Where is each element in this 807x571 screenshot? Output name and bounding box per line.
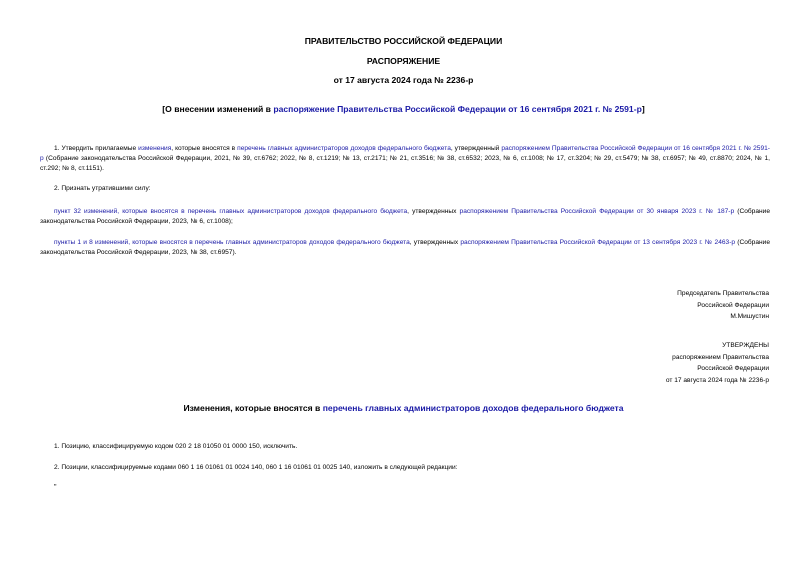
- changes-title-prefix: Изменения, которые вносятся в: [183, 403, 323, 413]
- approved-block: [666, 340, 769, 386]
- p1-link-order[interactable]: распоряжением Правительства Российской Федерации от 16 сентября 2021 г. № 2591-р: [40, 145, 770, 162]
- signature-line-1: Председатель Правительства: [677, 290, 769, 297]
- p1-link-list[interactable]: перечень главных администраторов доходов федерального бюджета: [237, 145, 451, 152]
- p4-text-2: (Собрание законодательства Российской Федерации, 2023, № 38, ст.6957).: [40, 239, 771, 256]
- approved-line-1: УТВЕРЖДЕНЫ: [722, 342, 769, 349]
- p3-text-1: , утвержденных: [407, 208, 460, 215]
- p3-link-order[interactable]: распоряжением Правительства Российской Федерации от 30 января 2023 г. № 187-р: [459, 208, 735, 215]
- paragraph-2: 2. Признать утратившими силу:: [54, 185, 151, 192]
- changes-item-2: 2. Позиции, классифицируемые кодами 060 1 16 01061 01 0024 140, 060 1 16 01061 01 0025 140, изложить в следующей редакции:: [54, 464, 458, 471]
- p1-link-changes[interactable]: изменения: [138, 145, 172, 152]
- p4-text-1: , утвержденных: [409, 239, 461, 246]
- approved-line-3: Российской Федерации: [697, 365, 769, 372]
- p3-link-item[interactable]: пункт 32 изменений, которые вносятся в перечень главных администраторов доходов федерального бюджета: [54, 208, 408, 215]
- paragraph-4: [40, 238, 770, 258]
- title-link[interactable]: распоряжение Правительства Российской Федерации от 16 сентября 2021 г. № 2591-р: [273, 104, 642, 114]
- p1-text-2: , которые вносятся в: [171, 145, 238, 152]
- changes-title-link[interactable]: перечень главных администраторов доходов федерального бюджета: [322, 403, 624, 413]
- date-number-heading: от 17 августа 2024 года № 2236-р: [333, 75, 474, 85]
- signature-block: [677, 288, 769, 323]
- changes-item-1: 1. Позицию, классифицируемую кодом 020 2 18 01050 01 0000 150, исключить.: [54, 443, 298, 450]
- changes-title: [0, 403, 807, 413]
- quote-mark: ": [54, 484, 57, 491]
- government-heading: ПРАВИТЕЛЬСТВО РОССИЙСКОЙ ФЕДЕРАЦИИ: [304, 36, 503, 46]
- signature-line-2: Российской Федерации: [697, 301, 769, 309]
- document-title: [0, 104, 807, 114]
- title-suffix: ]: [641, 104, 645, 114]
- title-prefix: [О внесении изменений в: [162, 104, 274, 114]
- paragraph-3: [40, 207, 770, 227]
- approved-line-4: от 17 августа 2024 года № 2236-р: [665, 376, 769, 384]
- signature-line-3: М.Мишустин: [730, 313, 769, 320]
- p4-link-items[interactable]: пункты 1 и 8 изменений, которые вносятся в перечень главных администраторов доходов федерального бюджета: [54, 239, 410, 246]
- p4-link-order[interactable]: распоряжением Правительства Российской Федерации от 13 сентября 2023 г. № 2463-р: [460, 239, 736, 246]
- p1-text-3: , утвержденный: [450, 145, 502, 152]
- paragraph-1: [40, 144, 770, 174]
- p3-text-2: (Собрание законодательства Российской Федерации, 2023, № 6, ст.1008);: [40, 208, 771, 225]
- p1-text-4: (Собрание законодательства Российской Федерации, 2021, № 39, ст.6762; 2022, № 8, ст.1219; № 13, ст.2171; № 21, ст.3516; № 38, ст.6532; 2023, № 6, ст.1008; № 17, ст.3204; № 29, ст.5479; № 38, ст.6957; № 49, ст.8870; 2024, № 1, ст.292; № 8, ст.1151).: [40, 155, 770, 172]
- approved-line-2: распоряжением Правительства: [672, 353, 769, 361]
- p1-text-1: 1. Утвердить прилагаемые: [54, 145, 139, 152]
- doc-type-heading: РАСПОРЯЖЕНИЕ: [366, 56, 441, 66]
